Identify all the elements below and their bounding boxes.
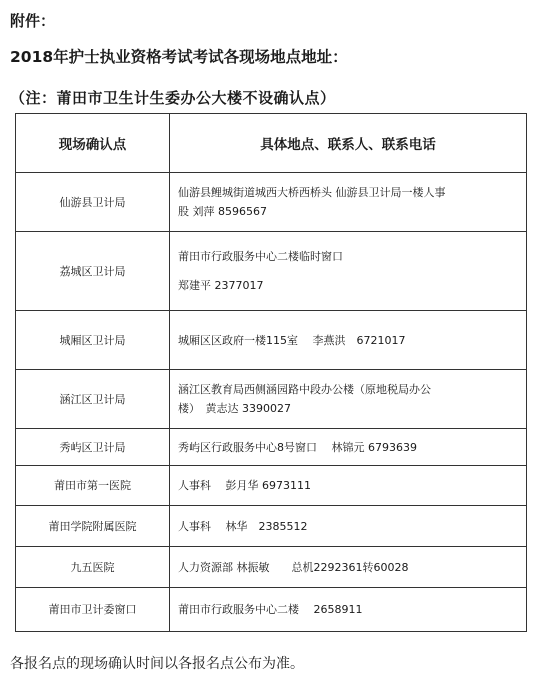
site-name-cell: 涵江区卫计局 (16, 370, 170, 429)
site-name-cell: 仙游县卫计局 (16, 173, 170, 232)
site-name-cell: 秀屿区卫计局 (16, 429, 170, 466)
site-detail-line: 股 刘萍 8596567 (178, 205, 267, 218)
site-detail-line: 人事科 林华 2385512 (178, 519, 308, 533)
column-header-site: 现场确认点 (16, 114, 170, 173)
footer-note: 各报名点的现场确认时间以各报名点公布为准。 (10, 656, 304, 672)
site-detail-line: 秀屿区行政服务中心8号窗口 林锦元 6793639 (178, 440, 417, 454)
site-name-cell: 城厢区卫计局 (16, 311, 170, 370)
site-name-cell: 荔城区卫计局 (16, 232, 170, 311)
site-detail-line: 城厢区区政府一楼115室 李燕洪 6721017 (178, 333, 406, 347)
table-row (16, 173, 527, 232)
table-row (16, 466, 527, 506)
site-detail-line: 人事科 彭月华 6973111 (178, 479, 311, 492)
site-detail-line: 楼） 黄志达 3390027 (178, 402, 291, 415)
table-row (16, 311, 527, 370)
table-body (16, 173, 527, 632)
table-row (16, 588, 527, 632)
site-details-cell (170, 466, 527, 506)
site-detail-line: 郑建平 2377017 (178, 279, 264, 292)
confirmation-sites-table (15, 113, 527, 632)
site-name-cell: 九五医院 (16, 547, 170, 588)
table-row (16, 232, 527, 311)
table-header-row (16, 114, 527, 173)
column-header-details: 具体地点、联系人、联系电话 (170, 114, 527, 173)
site-details-cell (170, 232, 527, 311)
site-detail-line: 人力资源部 林振敏 总机2292361转60028 (178, 560, 409, 574)
site-details-cell (170, 429, 527, 466)
document-note: （注：莆田市卫生计生委办公大楼不设确认点） (10, 89, 336, 107)
table-row (16, 429, 527, 466)
site-details-cell (170, 547, 527, 588)
table-row (16, 370, 527, 429)
attachment-label: 附件： (10, 12, 56, 30)
site-name-cell: 莆田市卫计委窗口 (16, 588, 170, 632)
line-gap (178, 266, 520, 276)
site-details-cell (170, 506, 527, 547)
site-details-cell (170, 370, 527, 429)
site-detail-line: 仙游县鲤城街道城西大桥西桥头 仙游县卫计局一楼人事 (178, 186, 446, 199)
table-row (16, 547, 527, 588)
site-detail-line: 涵江区教育局西侧涵园路中段办公楼（原地税局办公 (178, 383, 431, 396)
site-detail-line: 莆田市行政服务中心二楼 2658911 (178, 603, 363, 616)
document-title: 2018年护士执业资格考试考试各现场地点地址： (10, 48, 348, 66)
site-details-cell (170, 311, 527, 370)
table-row (16, 506, 527, 547)
site-details-cell (170, 173, 527, 232)
site-details-cell (170, 588, 527, 632)
site-detail-line: 莆田市行政服务中心二楼临时窗口 (178, 250, 343, 263)
site-name-cell: 莆田市第一医院 (16, 466, 170, 506)
site-name-cell: 莆田学院附属医院 (16, 506, 170, 547)
